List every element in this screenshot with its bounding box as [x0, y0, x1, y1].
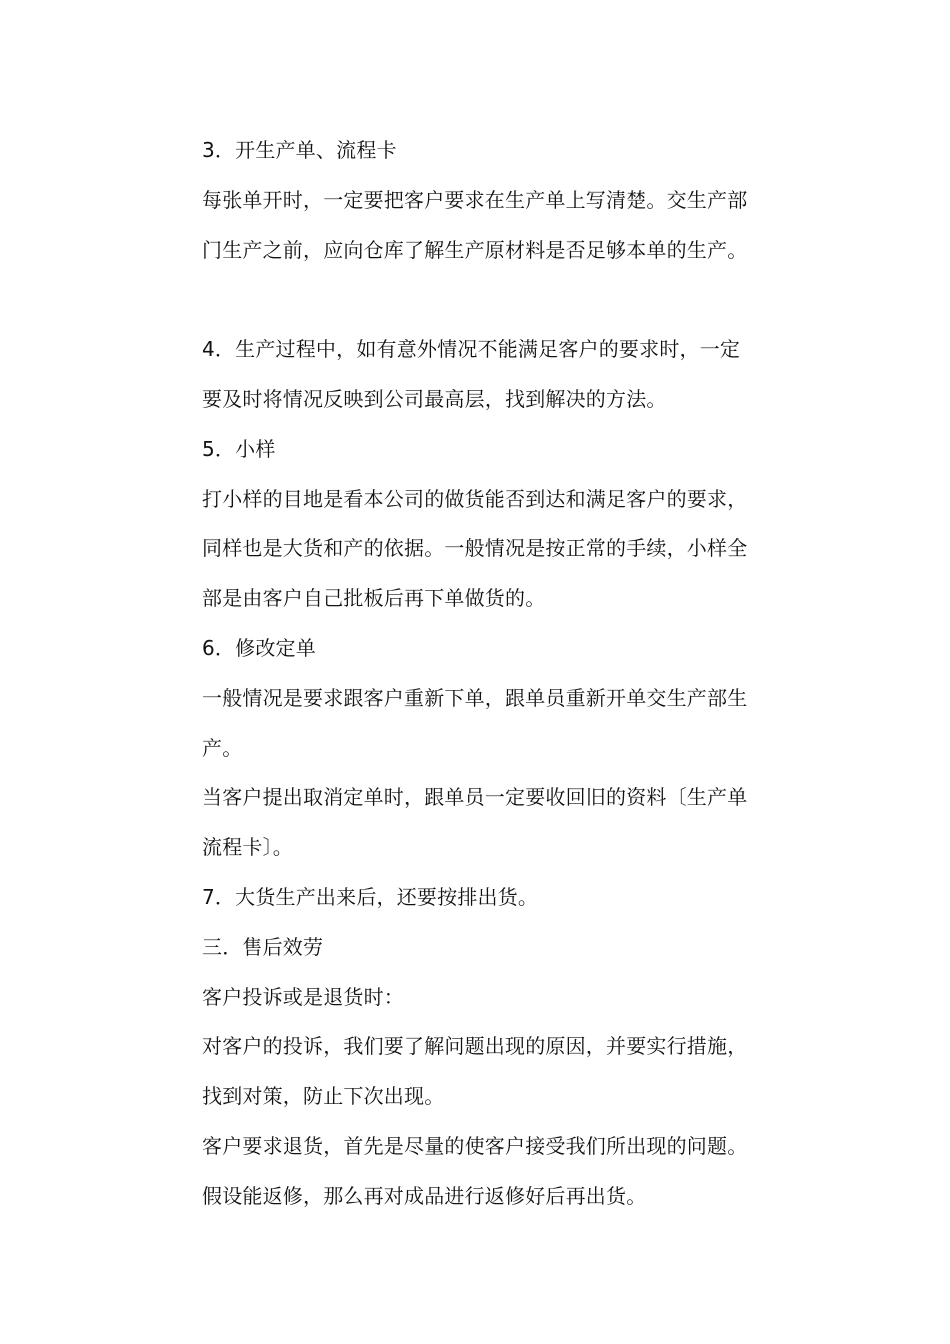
paragraph-line: 对客户的投诉，我们要了解问题出现的原因，并要实行措施，: [202, 1034, 748, 1059]
section-heading-6: 6．修改定单: [202, 635, 316, 660]
paragraph-line: 门生产之前，应向仓库了解生产原材料是否足够本单的生产。: [202, 237, 748, 262]
paragraph-line: 找到对策，防止下次出现。: [202, 1084, 445, 1109]
paragraph-line: 当客户提出取消定单时，跟单员一定要收回旧的资料〔生产单: [202, 785, 748, 810]
paragraph-line: 每张单开时，一定要把客户要求在生产单上写清楚。交生产部: [202, 187, 748, 212]
blank-line: [202, 275, 812, 325]
paragraph-line: 假设能返修，那么再对成品进行返修好后再出货。: [202, 1183, 647, 1208]
paragraph-line: 一般情况是要求跟客户重新下单，跟单员重新开单交生产部生: [202, 685, 748, 710]
section-heading-5: 5．小样: [202, 436, 276, 461]
section-heading-3: 3．开生产单、流程卡: [202, 138, 397, 162]
paragraph-line: 部是由客户自己批板后再下单做货的。: [202, 586, 546, 611]
section-heading-4: 4．生产过程中，如有意外情况不能满足客户的要求时，一定: [202, 337, 741, 362]
section-heading-after-sales: 三．售后效劳: [202, 934, 324, 959]
paragraph-line: 流程卡〕。: [202, 835, 293, 860]
paragraph-line: 同样也是大货和产的依据。一般情况是按正常的手续，小样全: [202, 536, 748, 561]
document-body: [202, 126, 812, 1222]
paragraph-line: 客户投诉或是退货时：: [202, 984, 404, 1009]
paragraph-line: 客户要求退货，首先是尽量的使客户接受我们所出现的问题。: [202, 1133, 748, 1158]
section-heading-7: 7．大货生产出来后，还要按排出货。: [202, 884, 539, 909]
paragraph-line: 打小样的目地是看本公司的做货能否到达和满足客户的要求，: [202, 486, 748, 511]
paragraph-line: 要及时将情况反映到公司最高层，找到解决的方法。: [202, 386, 667, 411]
paragraph-line: 产。: [202, 735, 243, 760]
